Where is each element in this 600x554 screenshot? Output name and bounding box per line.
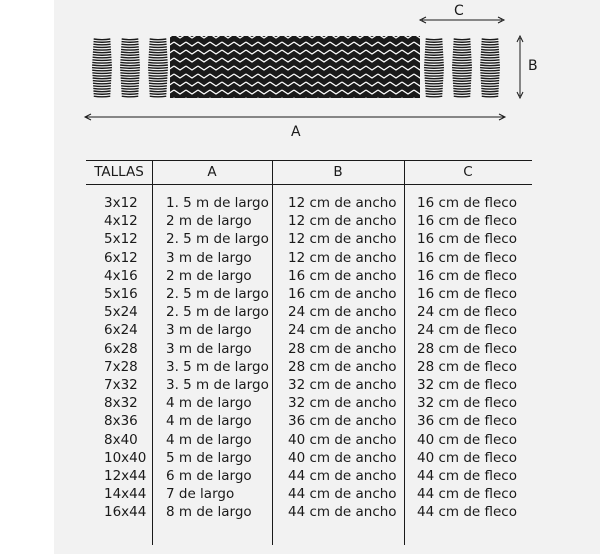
size-cell: 8x32: [104, 395, 138, 412]
length-cell: 3 m de largo: [166, 340, 252, 357]
length-cell: 2 m de largo: [166, 213, 252, 230]
fringe-cell: 16 cm de fleco: [417, 213, 517, 230]
fringe-cell: 32 cm de fleco: [417, 395, 517, 412]
width-cell: 16 cm de ancho: [288, 267, 397, 284]
width-cell: 24 cm de ancho: [288, 304, 397, 321]
fringe-cell: 24 cm de fleco: [417, 322, 517, 339]
fringe-cell: 40 cm de fleco: [417, 431, 517, 448]
width-cell: 44 cm de ancho: [288, 486, 397, 503]
width-cell: 24 cm de ancho: [288, 322, 397, 339]
length-cell: 3 m de largo: [166, 249, 252, 266]
size-cell: 14x44: [104, 486, 147, 503]
width-cell: 44 cm de ancho: [288, 468, 397, 484]
fringe-cell: 44 cm de fleco: [417, 504, 517, 521]
length-cell: 4 m de largo: [166, 395, 252, 412]
right-fringe: [424, 39, 500, 97]
width-cell: 12 cm de ancho: [288, 249, 397, 266]
fringe-cell: 16 cm de fleco: [417, 195, 517, 211]
width-cell: 28 cm de ancho: [288, 340, 397, 357]
width-cell: 36 cm de ancho: [288, 413, 397, 430]
column-divider: [404, 160, 405, 545]
column-divider: [152, 160, 153, 545]
dimension-a-arrow: [85, 114, 505, 120]
length-cell: 3. 5 m de largo: [166, 377, 269, 393]
width-cell: 44 cm de ancho: [288, 504, 397, 521]
rug-diagram: [54, 0, 600, 150]
length-cell: 7 de largo: [166, 486, 235, 503]
header-tallas: TALLAS: [94, 164, 144, 180]
size-cell: 5x16: [104, 286, 138, 302]
size-cell: 6x28: [104, 340, 138, 357]
fringe-cell: 28 cm de fleco: [417, 358, 517, 375]
width-cell: 32 cm de ancho: [288, 377, 397, 393]
fringe-cell: 44 cm de fleco: [417, 486, 517, 503]
fringe-cell: 44 cm de fleco: [417, 468, 517, 484]
length-cell: 2. 5 m de largo: [166, 286, 269, 302]
width-cell: 40 cm de ancho: [288, 431, 397, 448]
size-cell: 6x24: [104, 322, 138, 339]
length-cell: 5 m de largo: [166, 449, 252, 466]
length-cell: 3. 5 m de largo: [166, 358, 269, 375]
size-cell: 8x40: [104, 431, 138, 448]
size-cell: 16x44: [104, 504, 147, 521]
size-cell: 5x24: [104, 304, 138, 321]
fringe-cell: 40 cm de fleco: [417, 449, 517, 466]
column-divider: [272, 160, 273, 545]
dimension-a-label: A: [291, 124, 301, 140]
length-cell: 2. 5 m de largo: [166, 231, 269, 248]
width-cell: 12 cm de ancho: [288, 213, 397, 230]
length-cell: 8 m de largo: [166, 504, 252, 521]
width-cell: 40 cm de ancho: [288, 449, 397, 466]
size-cell: 8x36: [104, 413, 138, 430]
width-cell: 28 cm de ancho: [288, 358, 397, 375]
length-cell: 4 m de largo: [166, 431, 252, 448]
size-cell: 4x16: [104, 267, 138, 284]
size-cell: 3x12: [104, 195, 138, 211]
fringe-cell: 32 cm de fleco: [417, 377, 517, 393]
fringe-cell: 24 cm de fleco: [417, 304, 517, 321]
length-cell: 3 m de largo: [166, 322, 252, 339]
length-cell: 2. 5 m de largo: [166, 304, 269, 321]
size-cell: 4x12: [104, 213, 138, 230]
dimension-c-label: C: [454, 3, 464, 19]
width-cell: 32 cm de ancho: [288, 395, 397, 412]
size-cell: 10x40: [104, 449, 147, 466]
size-cell: 12x44: [104, 468, 147, 484]
fringe-cell: 16 cm de fleco: [417, 286, 517, 302]
fringe-cell: 28 cm de fleco: [417, 340, 517, 357]
header-a: A: [207, 164, 217, 180]
left-fringe: [92, 39, 168, 97]
header-b: B: [333, 164, 343, 180]
size-cell: 5x12: [104, 231, 138, 248]
length-cell: 2 m de largo: [166, 267, 252, 284]
length-cell: 4 m de largo: [166, 413, 252, 430]
size-cell: 7x28: [104, 358, 138, 375]
width-cell: 12 cm de ancho: [288, 231, 397, 248]
width-cell: 12 cm de ancho: [288, 195, 397, 211]
fringe-cell: 16 cm de fleco: [417, 267, 517, 284]
fringe-cell: 16 cm de fleco: [417, 249, 517, 266]
length-cell: 6 m de largo: [166, 468, 252, 484]
size-cell: 6x12: [104, 249, 138, 266]
header-c: C: [463, 164, 473, 180]
width-cell: 16 cm de ancho: [288, 286, 397, 302]
fringe-cell: 36 cm de fleco: [417, 413, 517, 430]
dimension-b-arrow: [517, 36, 523, 98]
size-cell: 7x32: [104, 377, 138, 393]
fringe-cell: 16 cm de fleco: [417, 231, 517, 248]
dimension-b-label: B: [528, 58, 538, 74]
length-cell: 1. 5 m de largo: [166, 195, 269, 211]
